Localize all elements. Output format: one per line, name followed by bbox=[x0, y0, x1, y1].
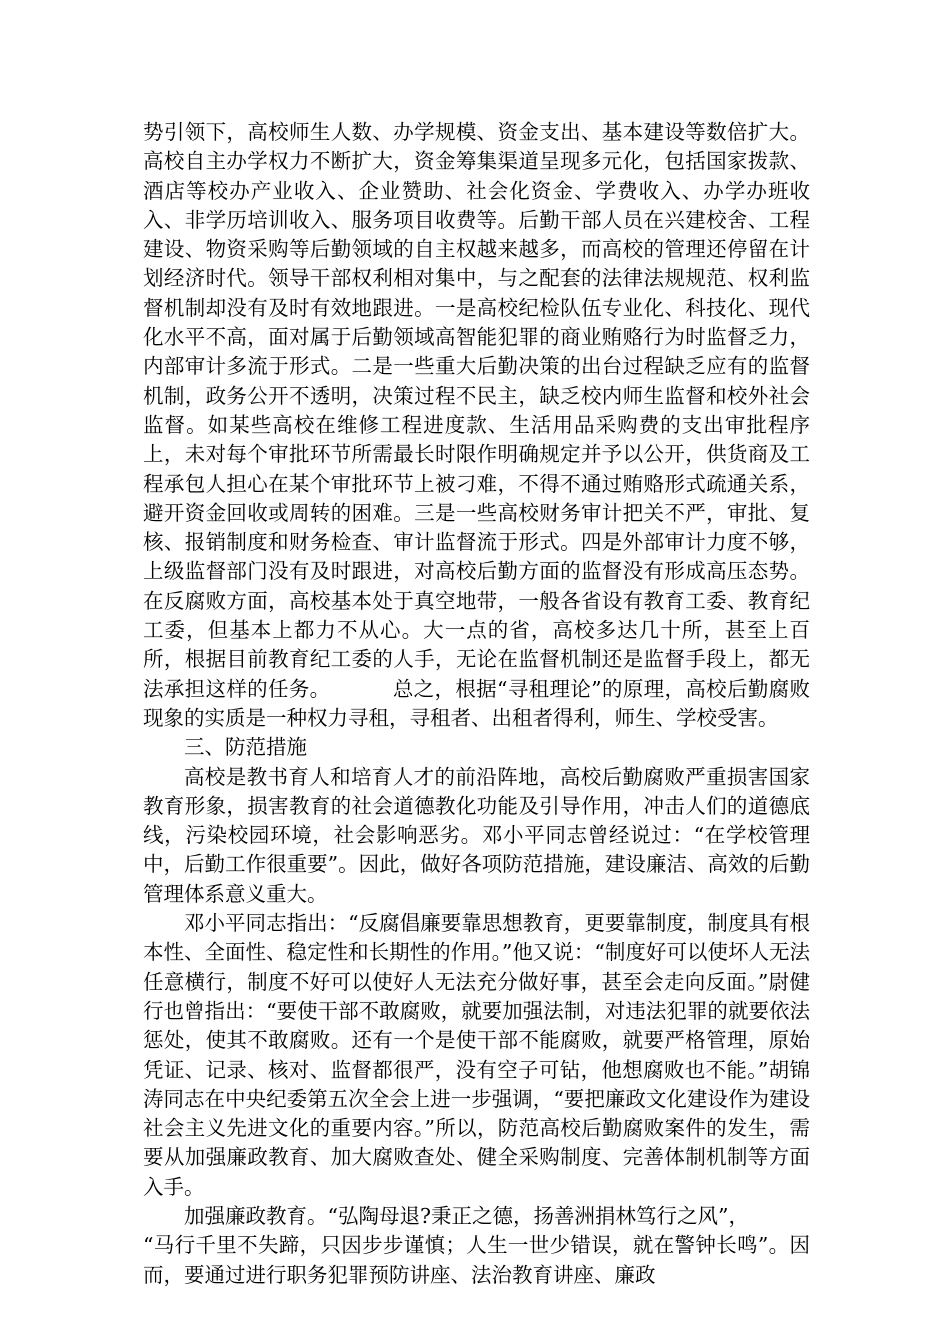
paragraph: 加强廉政教育。“弘陶母退?秉正之德，扬善洲捐林笃行之风”， bbox=[184, 1203, 749, 1228]
paragraph: 邓小平同志指出：“反腐倡廉要靠思想教育，更要靠制度，制度具有根本性、全面性、稳定性和长期性的作用。”他又说：“制度好可以使坏人无法任意横行，制度不好可以使好人无法充分做好事，甚至会走向反面。”尉健行也曾指出：“要使干部不敢腐败，就要加强法制，对违法犯罪的就要依法惩处，使其不敢腐败。还有一个是使干部不能腐败，就要严格管理，原始凭证、记录、核对、监督都很严，没有空子可钻，他想腐败也不能。”胡锦涛同志在中央纪委第五次全会上进一步强调，“要把廉政文化建设作为建设社会主义先进文化的重要内容。”所以，防范高校后勤腐败案件的发生，需要从加强廉政教育、加大腐败查处、健全采购制度、完善体制机制等方面入手。 bbox=[143, 911, 810, 1199]
section-heading: 三、防范措施 bbox=[184, 735, 307, 760]
paragraph-text-conclusion: 总之，根据“寻租理论”的原理，高校后勤腐败现象的实质是一种权力寻租，寻租者、出租者得利，师生、学校受害。 bbox=[143, 676, 810, 730]
document-body bbox=[143, 118, 810, 1290]
paragraph-text: 势引领下，高校师生人数、办学规模、资金支出、基本建设等数倍扩大。高校自主办学权力不断扩大，资金筹集渠道呈现多元化，包括国家拨款、酒店等校办产业收入、企业赞助、社会化资金、学费收入、办学办班收入、非学历培训收入、服务项目收费等。后勤干部人员在兴建校舍、工程建设、物资采购等后勤领域的自主权越来越多，而高校的管理还停留在计划经济时代。领导干部权利相对集中，与之配套的法律法规规范、权利监督机制却没有及时有效地跟进。一是高校纪检队伍专业化、科技化、现代化水平不高，面对属于后勤领域高智能犯罪的商业贿赂行为时监督乏力，内部审计多流于形式。二是一些重大后勤决策的出台过程缺乏应有的监督机制，政务公开不透明，决策过程不民主，缺乏校内师生监督和校外社会监督。如某些高校在维修工程进度款、生活用品采购费的支出审批程序上，未对每个审批环节所需最长时限作明确规定并予以公开，供货商及工程承包人担心在某个审批环节上被刁难，不得不通过贿赂形式疏通关系，避开资金回收或周转的困难。三是一些高校财务审计把关不严，审批、复核、报销制度和财务检查、审计监督流于形式。四是外部审计力度不够，上级监督部门没有及时跟进，对高校后勤方面的监督没有形成高压态势。在反腐败方面，高校基本处于真空地带，一般各省设有教育工委、教育纪工委，但基本上都力不从心。大一点的省，高校多达几十所，甚至上百所，根据目前教育纪工委的人手，无论在监督机制还是监督手段上，都无法承担这样的任务。 bbox=[143, 120, 810, 701]
paragraph: 高校是教书育人和培育人才的前沿阵地，高校后勤腐败严重损害国家教育形象，损害教育的社会道德教化功能及引导作用，冲击人们的道德底线，污染校园环境，社会影响恶劣。邓小平同志曾经说过：“在学校管理中，后勤工作很重要”。因此，做好各项防范措施，建设廉洁、高效的后勤管理体系意义重大。 bbox=[143, 764, 810, 906]
paragraph-continued: “马行千里不失蹄，只因步步谨慎；人生一世少错误，就在警钟长鸣”。因而，要通过进行职务犯罪预防讲座、法治教育讲座、廉政 bbox=[143, 1233, 810, 1287]
paragraph-continued bbox=[143, 118, 810, 733]
